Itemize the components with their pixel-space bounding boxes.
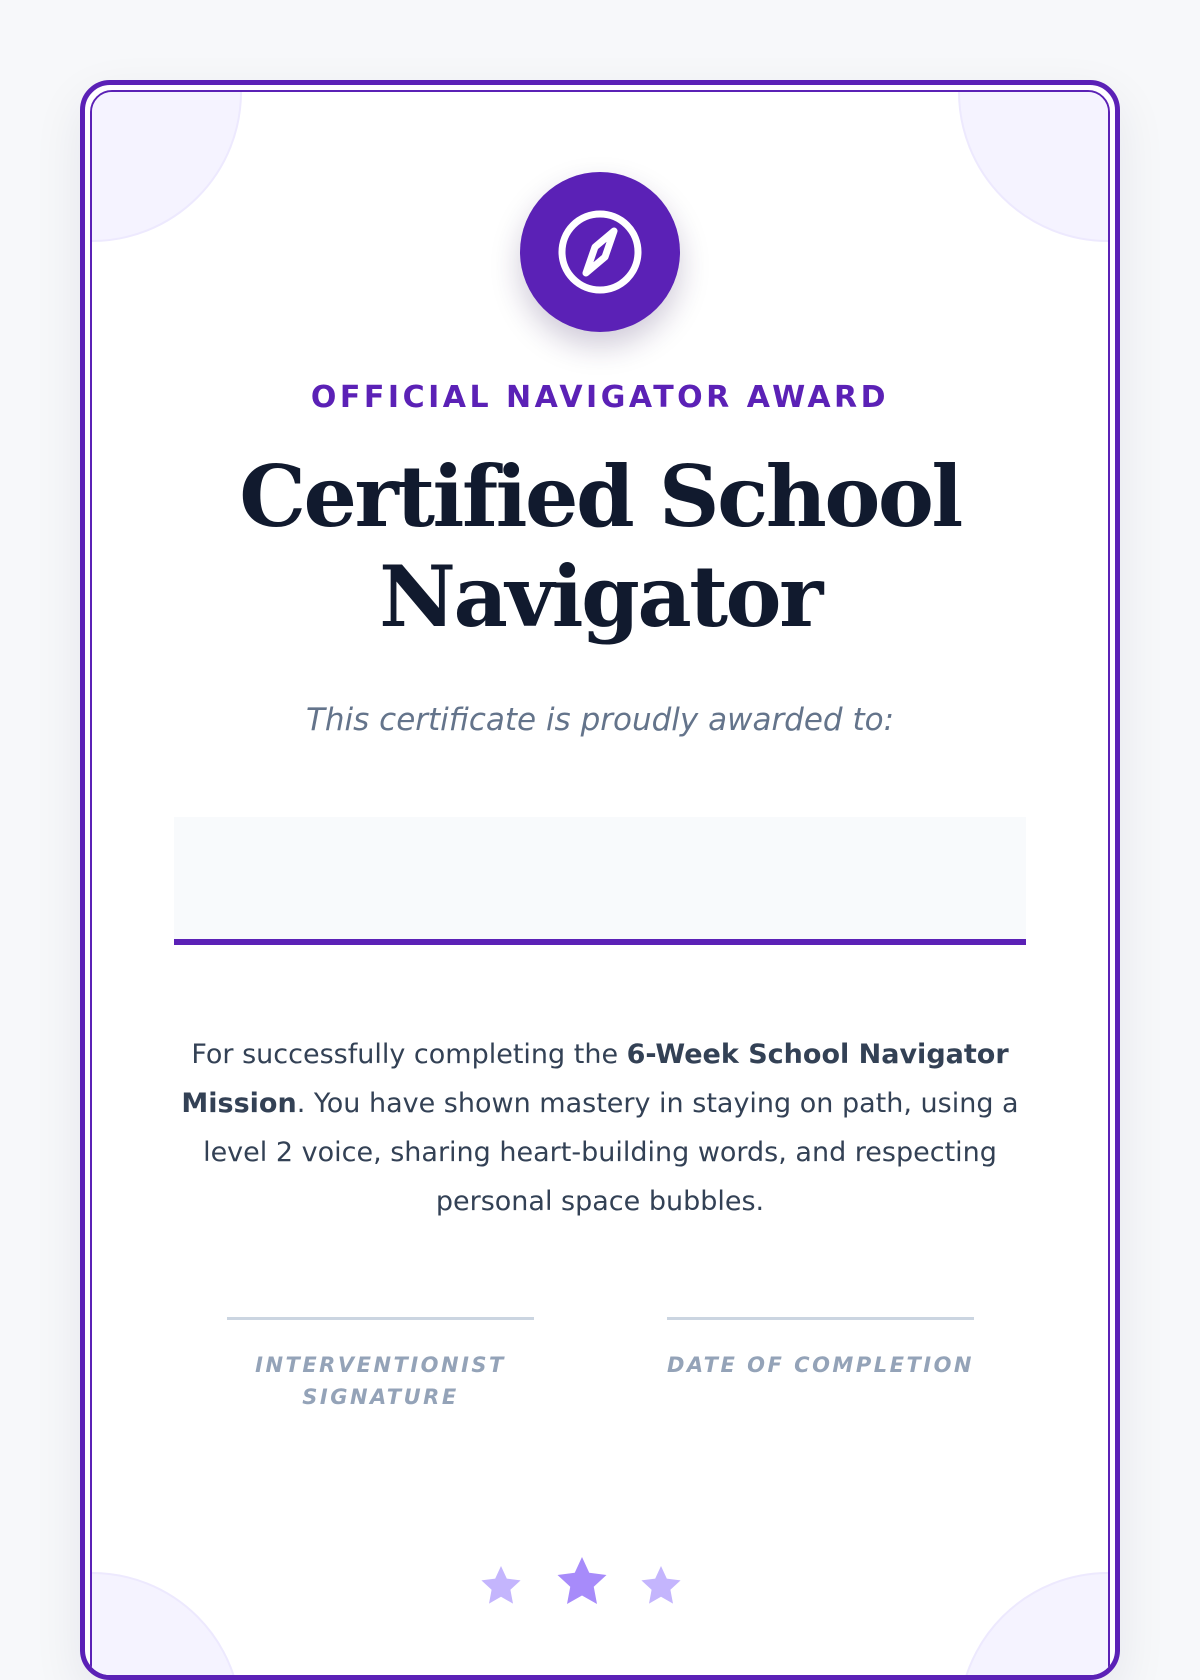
- corner-decoration-top-left: [90, 90, 242, 242]
- corner-decoration-top-right: [958, 90, 1110, 242]
- certificate-title-line-1: Certified School: [239, 447, 961, 546]
- certificate-description: [162, 1030, 1038, 1226]
- certificate-title-line-2: Navigator: [379, 547, 821, 646]
- medal-badge: [520, 172, 680, 332]
- recipient-name-field[interactable]: [174, 817, 1026, 945]
- description-body: . You have shown mastery in staying on path, using a level 2 voice, sharing heart-building words, and respecting personal space bubbles.: [203, 1088, 1019, 1217]
- star-icon: [637, 1562, 685, 1610]
- star-icon: [477, 1562, 525, 1610]
- signature-line[interactable]: [227, 1317, 534, 1320]
- date-line[interactable]: [667, 1317, 974, 1320]
- award-eyebrow: OFFICIAL NAVIGATOR AWARD: [310, 380, 890, 415]
- signature-block: [227, 1317, 534, 1413]
- certificate-inner-frame: [90, 90, 1110, 1680]
- compass-icon: [556, 208, 644, 296]
- star-row: [92, 1542, 1108, 1602]
- description-intro: For successfully completing the: [191, 1039, 627, 1070]
- star-icon: [552, 1552, 612, 1612]
- certificate-card: [80, 80, 1120, 1680]
- date-block: [667, 1317, 974, 1381]
- program-name-line-2: Mission: [181, 1088, 297, 1119]
- date-label: DATE OF COMPLETION: [667, 1353, 975, 1377]
- signature-label: INTERVENTIONIST SIGNATURE: [255, 1353, 506, 1409]
- certificate-title: [152, 447, 1048, 647]
- program-name-line-1: 6-Week School Navigator: [626, 1039, 1009, 1070]
- award-subtitle: This certificate is proudly awarded to:: [305, 702, 895, 738]
